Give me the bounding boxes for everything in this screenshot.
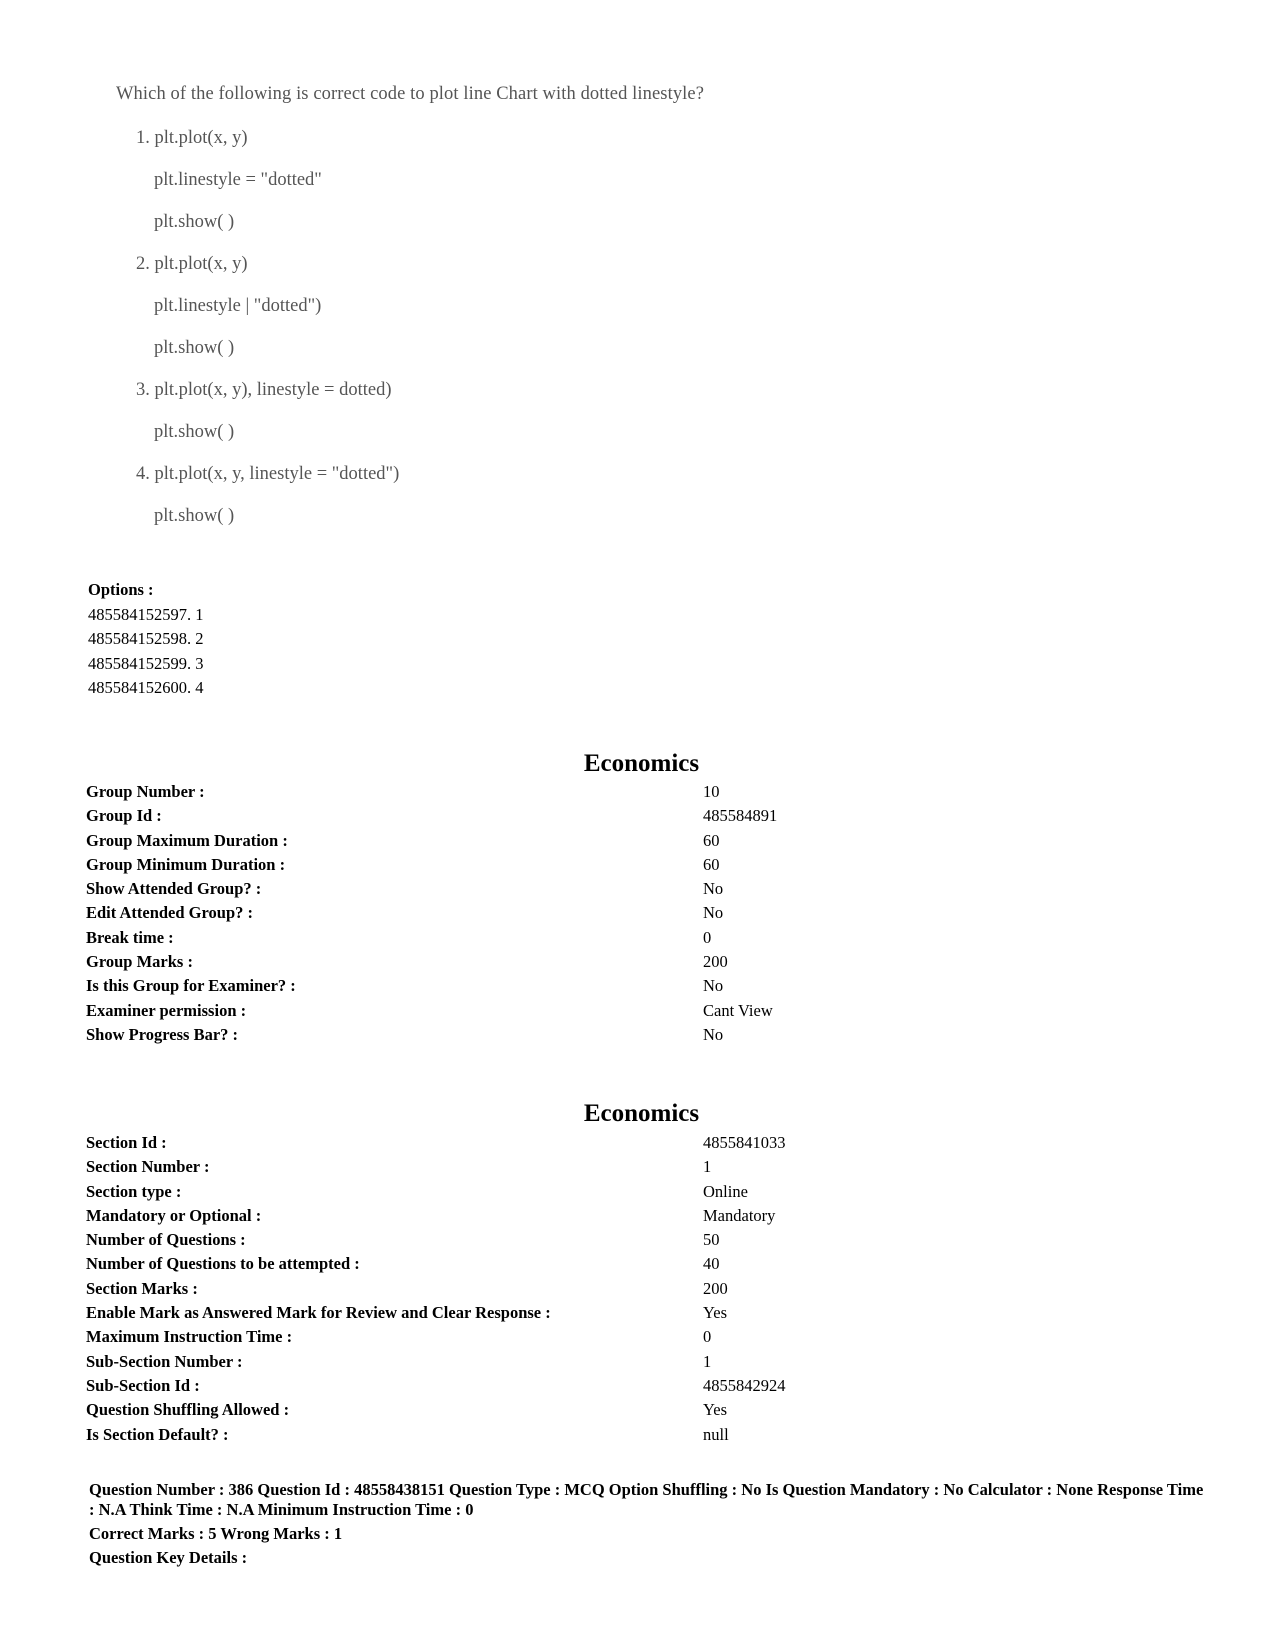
code-line: plt.show( ) [154,338,235,358]
section-value: null [703,1424,729,1444]
question-text: Which of the following is correct code to plot line Chart with dotted linestyle? [116,84,705,104]
section-key: Section Number : [86,1157,210,1177]
question-meta [89,1480,1209,1572]
section-value: Mandatory [703,1205,776,1225]
question-meta-line: Question Number : 386 Question Id : 48558438151 Question Type : MCQ Option Shuffling : No Is Question Mandatory : No Calculator : None Response Time : N.A Think Time : N.A Minimum Instruction Time : 0 [89,1480,1204,1519]
section-value: 4855842924 [703,1375,786,1395]
code-line: 3. plt.plot(x, y), linestyle = dotted) [136,380,392,400]
section-value: 200 [703,1278,728,1298]
section-key: Sub-Section Id : [86,1375,200,1395]
group-value: 60 [703,830,720,850]
group-value: 485584891 [703,806,778,826]
question-marks-line: Correct Marks : 5 Wrong Marks : 1 [89,1524,343,1543]
section-value: 1 [703,1351,712,1371]
option-item: 485584152598. 2 [88,629,204,648]
group-value: 0 [703,927,712,947]
section-title: Economics [583,1100,700,1127]
code-line: 4. plt.plot(x, y, linestyle = "dotted") [136,464,400,484]
section-value: 1 [703,1157,712,1177]
group-value: Cant View [703,1000,773,1020]
section-key: Mandatory or Optional : [86,1205,262,1225]
code-line: plt.show( ) [154,506,235,526]
section-key: Sub-Section Number : [86,1351,243,1371]
section-key: Section type : [86,1181,182,1201]
section-key: Section Id : [86,1133,167,1152]
section-key: Number of Questions : [86,1230,246,1250]
code-line: 2. plt.plot(x, y) [136,254,248,274]
option-item: 485584152600. 4 [88,678,204,697]
group-key: Edit Attended Group? : [86,903,254,923]
section-value: Yes [703,1303,728,1323]
group-key: Show Attended Group? : [86,879,262,899]
group-key: Show Progress Bar? : [86,1024,239,1044]
section-key: Is Section Default? : [86,1424,229,1444]
question-image [112,78,752,548]
section-key: Number of Questions to be attempted : [86,1254,360,1274]
section-key: Maximum Instruction Time : [86,1327,293,1347]
group-value: 200 [703,952,728,972]
section-value: 40 [703,1254,720,1274]
group-key: Examiner permission : [86,1000,247,1020]
options-block [88,578,204,701]
code-line: plt.linestyle | "dotted") [154,296,322,316]
section-value: 0 [703,1327,712,1347]
section-value: Online [703,1181,748,1201]
group-value: 60 [703,854,720,874]
group-value: No [703,976,724,996]
section-key: Enable Mark as Answered Mark for Review and Clear Response : [86,1303,551,1323]
options-label: Options : [88,580,154,599]
group-key: Break time : [86,927,174,947]
code-line: plt.show( ) [154,422,235,442]
group-value: No [703,903,724,923]
section-key: Question Shuffling Allowed : [86,1400,290,1420]
group-key: Group Minimum Duration : [86,854,286,874]
group-key: Group Id : [86,806,162,826]
option-item: 485584152599. 3 [88,653,204,673]
code-line: plt.linestyle = "dotted" [154,170,322,190]
group-value: No [703,1024,724,1044]
group-key: Is this Group for Examiner? : [86,976,296,996]
group-key: Group Number : [86,782,205,801]
option-item: 485584152597. 1 [88,604,204,624]
group-title: Economics [583,750,700,777]
section-value: 50 [703,1230,720,1250]
question-key-details: Question Key Details : [89,1548,248,1567]
code-line: 1. plt.plot(x, y) [136,128,248,148]
group-value: No [703,879,724,899]
section-key: Section Marks : [86,1278,198,1298]
section-value: Yes [703,1400,728,1420]
group-value: 10 [703,782,720,801]
section-value: 4855841033 [703,1133,786,1152]
code-line: plt.show( ) [154,212,235,232]
group-key: Group Maximum Duration : [86,830,288,850]
group-key: Group Marks : [86,952,193,972]
